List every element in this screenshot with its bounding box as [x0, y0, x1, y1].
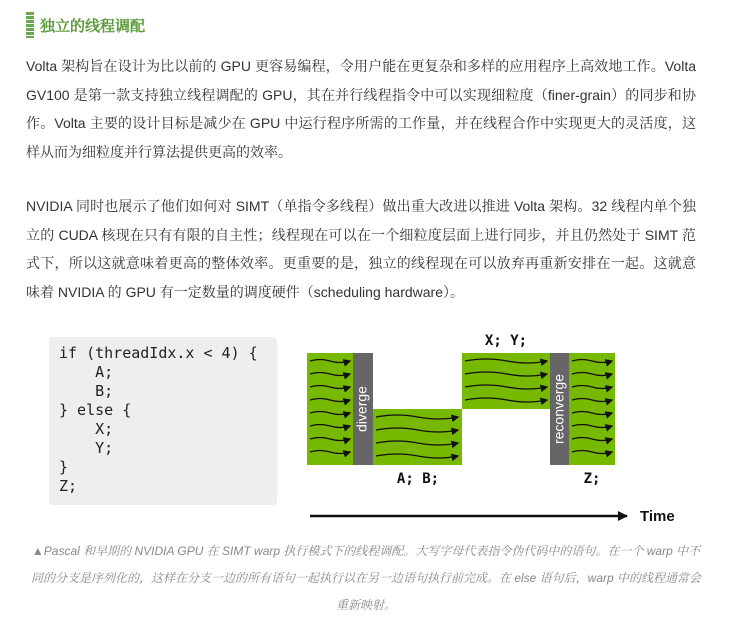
- warp-execution-diagram: [300, 325, 700, 530]
- code-line: A;: [59, 363, 114, 381]
- code-line: } else {: [59, 401, 132, 419]
- label-z: Z;: [583, 471, 601, 487]
- reconverge-label: reconverge: [550, 373, 567, 445]
- code-line: Y;: [59, 439, 114, 457]
- section-title: 独立的线程调配: [40, 17, 146, 35]
- time-label: Time: [640, 508, 675, 525]
- paragraph-1: Volta 架构旨在设计为比以前的 GPU 更容易编程，令用户能在更复杂和多样的应用程序上高效地工作。Volta GV100 是第一款支持独立线程调配的 GPU，其在并行线程指令中可以实现细粒度（finer-grain）的同步和协作。Volta 主要的设计目标是减少在 GPU 中运行程序所需的工作量，并在线程合作中实现更大的灵活度，这样从而为细粒度并行算法提供更高的效率。: [26, 58, 696, 160]
- heading-accent-bar: [26, 12, 34, 38]
- figure-caption: ▲Pascal 和早期的 NVIDIA GPU 在 SIMT warp 执行模式下的线程调配。大写字母代表指令伪代码中的语句。在一个 warp 中不同的分支是序列化的，这样在分支一边的所有语句一起执行以在另一边语句执行前完成。在 else 语句后，warp 中的线程通常会重新映射。: [30, 544, 702, 612]
- code-line: }: [59, 458, 69, 476]
- code-line: Z;: [59, 477, 78, 495]
- section-heading: [26, 12, 145, 38]
- block-z: [569, 353, 615, 465]
- label-ab: A; B;: [396, 471, 440, 487]
- paragraph-2: NVIDIA 同时也展示了他们如何对 SIMT（单指令多线程）做出重大改进以推进 Volta 架构。32 线程内单个独立的 CUDA 核现在只有有限的自主性；线程现在可以在一个细粒度层面上进行同步，并且仍然处于 SIMT 范式下，所以这就意味着更高的整体效率。更重要的是，独立的线程现在可以放弃再重新安排在一起。这就意味着 NVIDIA 的 GPU 有一定数量的调度硬件（scheduling hardware）。: [26, 198, 696, 300]
- code-snippet: [49, 337, 277, 505]
- diverge-label: diverge: [353, 386, 370, 432]
- code-line: if (threadIdx.x < 4) {: [59, 344, 258, 362]
- label-xy: X; Y;: [484, 333, 528, 349]
- code-line: B;: [59, 382, 114, 400]
- block-initial-warp: [307, 353, 353, 465]
- code-line: X;: [59, 420, 114, 438]
